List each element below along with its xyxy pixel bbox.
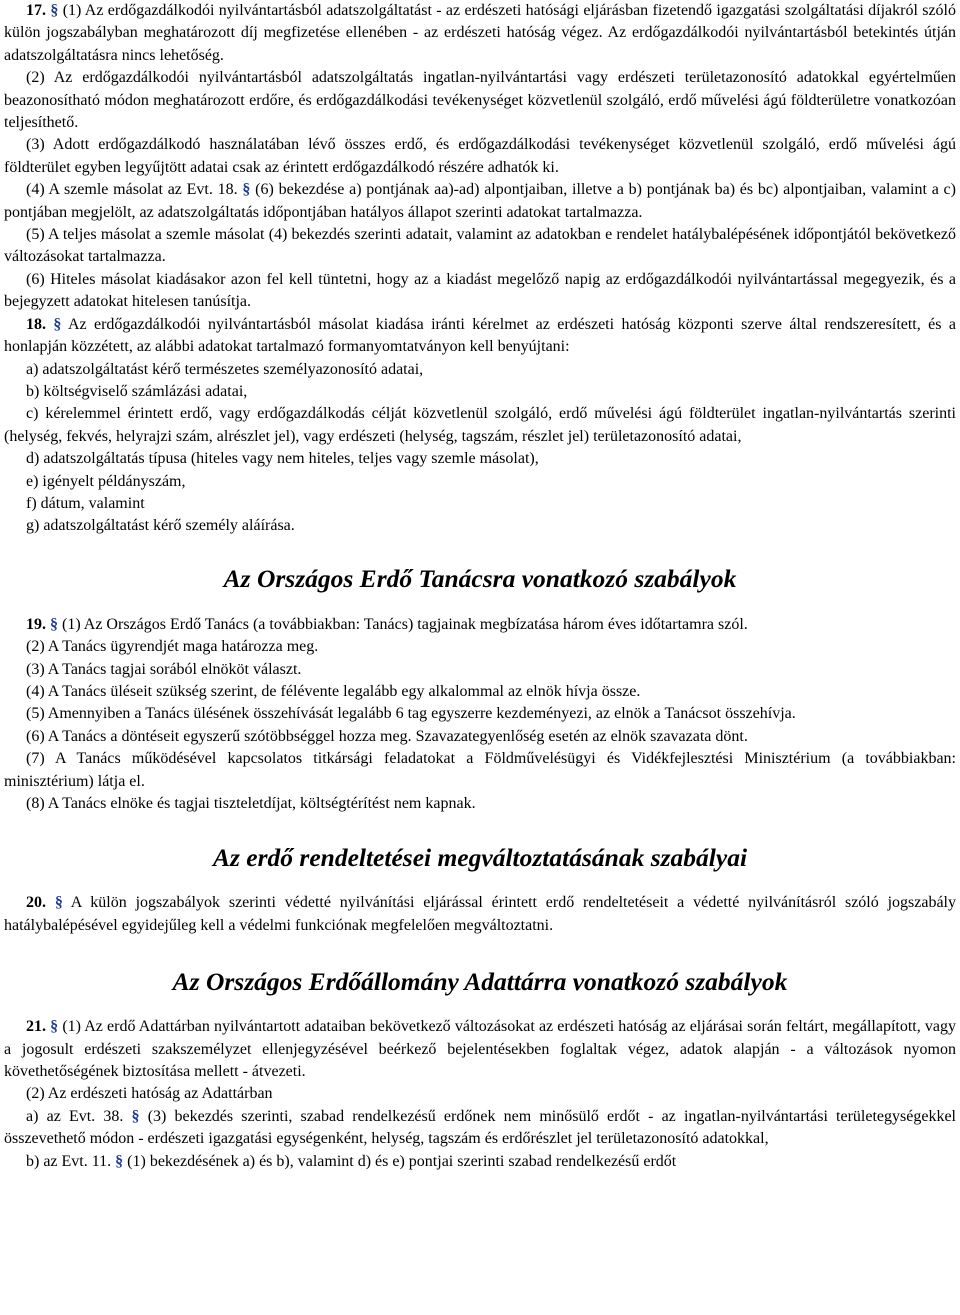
paragraph-sign-link[interactable]: § [242, 181, 251, 199]
s19-p1: 19. § (1) Az Országos Erdő Tanács (a továbbiakban: Tanács) tagjainak megbízatása három éves időtartamra szól. [26, 615, 748, 633]
s19-p7: (7) A Tanács működésével kapcsolatos titkársági feladatokat a Földművelésügyi és Vidékfejlesztési Minisztérium (a továbbiakban: minisztérium) látja el. [4, 750, 956, 790]
section-heading: Az Országos Erdőállomány Adattárra vonatkozó szabályok [172, 967, 788, 997]
s21-p2: (2) Az erdészeti hatóság az Adattárban [26, 1085, 273, 1103]
s19-p6: (6) A Tanács a döntéseit egyszerű szótöbbséggel hozza meg. Szavazategyenlőség esetén az elnök szavazata dönt. [26, 727, 748, 745]
section-number: 17. [26, 2, 46, 19]
s18-item-g: g) adatszolgáltatást kérő személy aláírása. [26, 517, 295, 535]
paragraph-sign[interactable]: § [50, 1018, 59, 1036]
s21-item-a: a) az Evt. 38. § (3) bekezdés szerinti, szabad rendelkezésű erdőnek nem minősülő erdőt - az ingatlan-nyilvántartási területegységekkel összevethető módon - erdészeti igazgatási egységenként, helység, tagszám és erdőrészlet jel területazonosító adatokkal, [4, 1107, 957, 1148]
s19-p8: (8) A Tanács elnöke és tagjai tiszteletdíjat, költségtérítést nem kapnak. [26, 795, 476, 812]
paragraph-sign[interactable]: § [50, 615, 58, 633]
s18-item-d: d) adatszolgáltatás típusa (hiteles vagy nem hiteles, teljes vagy szemle másolat), [26, 450, 539, 468]
s19-p5: (5) Amennyiben a Tanács ülésének összehívását legalább 6 tag egyszerre kezdeményezi, az elnök a Tanácsot összehívja. [26, 705, 796, 723]
paragraph-sign[interactable]: § [53, 315, 62, 333]
section-number: 21. [26, 1018, 46, 1036]
s19-p4: (4) A Tanács üléseit szükség szerint, de félévente legalább egy alkalommal az elnök hívja össze. [26, 682, 641, 700]
s20-text: 20. § A külön jogszabályok szerinti védetté nyilvánítási eljárással érintett erdő rendeltetéseit a védetté nyilvánításról szóló jogszabály hatálybalépésével egyidejűleg kell a védelmi funkciónak megfelelően megváltoztatni. [4, 894, 957, 934]
s19-p3: (3) A Tanács tagjai sorából elnököt választ. [26, 660, 302, 678]
s18-intro: 18. § Az erdőgazdálkodói nyilvántartásból másolat kiadása iránti kérelmet az erdészeti hatóság központi szerve által rendszeresített, és a honlapján közzétett, az alábbi adatokat tartalmazó formanyomtatványon kell benyújtani: [4, 315, 956, 356]
paragraph-sign-link[interactable]: § [131, 1107, 140, 1125]
paragraph-sign[interactable]: § [54, 894, 63, 912]
paragraph-sign[interactable]: § [50, 2, 59, 19]
section-heading: Az erdő rendeltetései megváltoztatásának szabályai [212, 843, 748, 873]
s18-item-c: c) kérelemmel érintett erdő, vagy erdőgazdálkodás célját közvetlenül szolgáló, erdő művelési ágú földterület ingatlan-nyilvántartás szerinti (helység, fekvés, helyrajzi szám, alrészlet jel), vagy erdészeti (helység, tagszám, részlet jel) területazonosító adatai, [4, 405, 956, 445]
s19-p2: (2) A Tanács ügyrendjét maga határozza meg. [26, 638, 319, 656]
section-number: 18. [26, 315, 46, 333]
section-number: 19. [26, 615, 46, 633]
paragraph-sign-link[interactable]: § [115, 1152, 124, 1170]
s17-p2: (2) Az erdőgazdálkodói nyilvántartásból adatszolgáltatás ingatlan-nyilvántartási vagy erdészeti területazonosító adatokkal egyértelműen beazonosítható módon meghatározott erdőre, és erdőgazdálkodási tevékenységet közvetlenül szolgáló, erdő művelési ágú földterületre vonatkozóan teljesíthető. [4, 69, 956, 132]
section-heading: Az Országos Erdő Tanácsra vonatkozó szabályok [223, 563, 737, 593]
s18-item-b: b) költségviselő számlázási adatai, [26, 382, 248, 400]
s18-item-f: f) dátum, valamint [26, 494, 145, 512]
s17-p3: (3) Adott erdőgazdálkodó használatában lévő összes erdő, és erdőgazdálkodási tevékenységet közvetlenül szolgáló, erdő művelési ágú földterület egyben legyűjtött adatai csak az érintett erdőgazdálkodó részére adhatók ki. [4, 136, 956, 176]
s17-p4: (4) A szemle másolat az Evt. 18. § (6) bekezdése a) pontjának aa)-ad) alpontjaiban, illetve a b) pontjának ba) és bc) alpontjaiban, valamint a c) pontjában megjelölt, az adatszolgáltatás időpontjában hatályos állapot szerinti adatokat tartalmazza. [4, 181, 956, 221]
s18-item-a: a) adatszolgáltatást kérő természetes személyazonosító adatai, [26, 360, 424, 378]
s17-p1: 17. § (1) Az erdőgazdálkodói nyilvántartásból adatszolgáltatást - az erdészeti hatósági eljárásban fizetendő igazgatási szolgáltatási díjakról szóló külön jogszabályban meghatározott díj megfizetése ellenében - az erdészeti hatóság végez. Az erdőgazdálkodói nyilvántartásból betekintés útján adatszolgáltatásra nincs lehetőség. [4, 2, 957, 64]
s21-item-b: b) az Evt. 11. § (1) bekezdésének a) és b), valamint d) és e) pontjai szerinti szabad rendelkezésű erdőt [26, 1152, 677, 1170]
s21-p1: 21. § (1) Az erdő Adattárban nyilvántartott adataiban bekövetkező változásokat az erdészeti hatóság az eljárásai során feltárt, megállapított, vagy a jogosult erdészeti szakszemélyzet ellenjegyzésével beérkező bejelentésekben foglaltak végez, adatok alapján - a változások nyomon követhetőségének biztosítása mellett - átvezeti. [4, 1018, 956, 1081]
s17-p6: (6) Hiteles másolat kiadásakor azon fel kell tüntetni, hogy az a kiadást megelőző napig az erdőgazdálkodói nyilvántartással megegyezik, és a bejegyzett adatokat hitelesen tanúsítja. [4, 270, 956, 311]
s18-item-e: e) igényelt példányszám, [26, 472, 186, 490]
section-number: 20. [26, 894, 46, 912]
s17-p5: (5) A teljes másolat a szemle másolat (4) bekezdés szerinti adatait, valamint az adatokban e rendelet hatálybalépésének időpontjától bekövetkező változásokat tartalmazza. [4, 226, 956, 266]
